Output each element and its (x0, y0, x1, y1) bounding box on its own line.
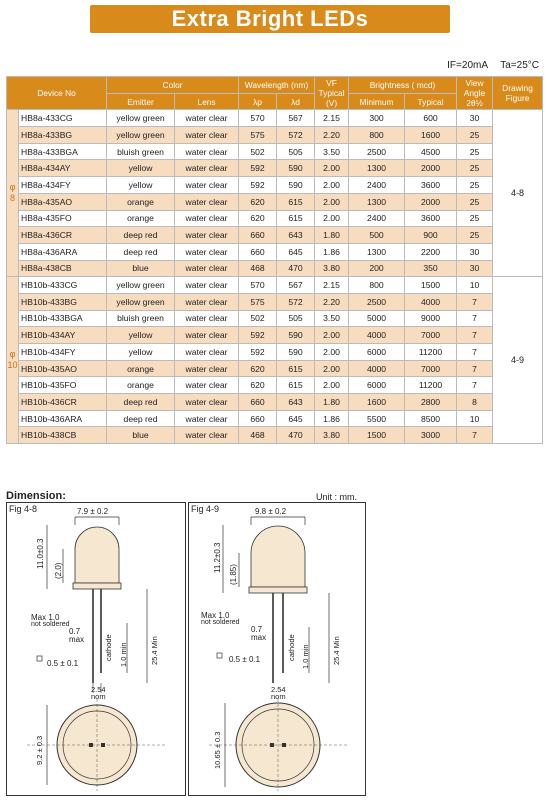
table-cell: water clear (175, 260, 239, 277)
table-cell: water clear (175, 243, 239, 260)
table-cell: water clear (175, 193, 239, 210)
table-cell: water clear (175, 143, 239, 160)
table-cell: 4000 (405, 293, 457, 310)
table-cell: blue (107, 427, 175, 444)
col-minimum: Minimum (349, 93, 405, 110)
device-number-cell: HB10b-438CB (19, 427, 107, 444)
table-cell: 300 (349, 110, 405, 127)
width-dim: 7.9 ± 0.2 (77, 507, 109, 516)
table-cell: 8 (457, 394, 493, 411)
table-cell: 2400 (349, 177, 405, 194)
table-cell: 505 (277, 143, 315, 160)
table-cell: 575 (239, 293, 277, 310)
table-cell: yellow green (107, 110, 175, 127)
device-number-cell: HB8a-434AY (19, 160, 107, 177)
table-cell: 590 (277, 344, 315, 361)
table-cell: deep red (107, 410, 175, 427)
table-cell: 2.00 (315, 177, 349, 194)
table-cell: bluish green (107, 143, 175, 160)
table-cell: 3000 (405, 427, 457, 444)
device-number-cell: HB8a-433BGA (19, 143, 107, 160)
table-cell: 9000 (405, 310, 457, 327)
table-row (7, 377, 543, 394)
table-cell: 2000 (405, 160, 457, 177)
diameter-group-label: φ 8 (7, 110, 19, 277)
max-label: Max 1.0 (201, 611, 230, 620)
table-cell: yellow green (107, 277, 175, 294)
device-number-cell: HB8a-433BG (19, 127, 107, 144)
unit-label: Unit : mm. (316, 492, 358, 502)
table-cell: water clear (175, 360, 239, 377)
table-row (7, 110, 543, 127)
table-cell: 615 (277, 377, 315, 394)
table-cell: 468 (239, 260, 277, 277)
col-view-angle: View Angle 2θ½ (457, 77, 493, 110)
table-cell: 2.00 (315, 193, 349, 210)
table-cell: 25 (457, 143, 493, 160)
table-cell: 2400 (349, 210, 405, 227)
dome-dim: (2.0) (54, 562, 63, 579)
table-cell: 2500 (349, 293, 405, 310)
table-cell: 10 (457, 410, 493, 427)
table-cell: yellow (107, 160, 175, 177)
table-cell: 570 (239, 277, 277, 294)
table-cell: 200 (349, 260, 405, 277)
lead-min-dim: 1.0 min (301, 644, 310, 669)
device-number-cell: HB8a-438CB (19, 260, 107, 277)
table-cell: 592 (239, 327, 277, 344)
table-cell: orange (107, 377, 175, 394)
device-number-cell: HB10b-436CR (19, 394, 107, 411)
table-cell: 2.00 (315, 160, 349, 177)
table-cell: 7 (457, 344, 493, 361)
pitch-dim: 2.54 (91, 685, 106, 694)
table-cell: 4500 (405, 143, 457, 160)
device-number-cell: HB10b-433BG (19, 293, 107, 310)
header-row-1 (7, 77, 543, 94)
table-cell: 800 (349, 277, 405, 294)
table-row (7, 293, 543, 310)
table-cell: 7 (457, 293, 493, 310)
table-cell: deep red (107, 394, 175, 411)
table-cell: 1.86 (315, 243, 349, 260)
device-number-cell: HB8a-435FO (19, 210, 107, 227)
col-vf: VF Typical (V) (315, 77, 349, 110)
cathode-label: cathode (104, 634, 113, 661)
table-cell: 1.86 (315, 410, 349, 427)
table-cell: 2.00 (315, 377, 349, 394)
table-cell: water clear (175, 410, 239, 427)
table-cell: 590 (277, 160, 315, 177)
table-cell: 25 (457, 193, 493, 210)
table-cell: 1300 (349, 243, 405, 260)
table-cell: 2000 (405, 193, 457, 210)
table-cell: 1300 (349, 160, 405, 177)
table-cell: 7000 (405, 327, 457, 344)
table-row (7, 210, 543, 227)
table-cell: bluish green (107, 310, 175, 327)
device-number-cell: HB10b-435AO (19, 360, 107, 377)
table-cell: 3.80 (315, 427, 349, 444)
table-cell: 572 (277, 127, 315, 144)
table-cell: 575 (239, 127, 277, 144)
table-cell: yellow (107, 344, 175, 361)
table-cell: water clear (175, 344, 239, 361)
table-cell: 615 (277, 360, 315, 377)
height-dim: 11.0±0.3 (36, 538, 45, 569)
col-brightness: Brightness ( mcd) (349, 77, 457, 94)
table-cell: 30 (457, 110, 493, 127)
table-cell: 25 (457, 177, 493, 194)
table-cell: 6000 (349, 344, 405, 361)
pitch-dim: 2.54 (271, 685, 286, 694)
table-cell: orange (107, 193, 175, 210)
lead-square-dim: 0.5 ± 0.1 (229, 655, 261, 664)
table-cell: 1.80 (315, 227, 349, 244)
table-cell: orange (107, 360, 175, 377)
figure-4-8-box (6, 502, 186, 796)
table-cell: 3600 (405, 210, 457, 227)
device-number-cell: HB10b-434FY (19, 344, 107, 361)
table-cell: 6000 (349, 377, 405, 394)
led-spec-table (6, 76, 543, 444)
device-number-cell: HB10b-433BGA (19, 310, 107, 327)
max-word: max (69, 635, 85, 644)
table-cell: water clear (175, 394, 239, 411)
table-cell: deep red (107, 243, 175, 260)
table-cell: water clear (175, 277, 239, 294)
table-cell: yellow green (107, 293, 175, 310)
table-cell: 600 (405, 110, 457, 127)
table-cell: water clear (175, 427, 239, 444)
table-cell: 11200 (405, 377, 457, 394)
col-lambda-d: λd (277, 93, 315, 110)
table-cell: 5000 (349, 310, 405, 327)
device-number-cell: HB8a-434FY (19, 177, 107, 194)
width-dim: 9.8 ± 0.2 (255, 507, 287, 516)
table-row (7, 160, 543, 177)
if-condition: IF=20mA (447, 60, 488, 71)
table-cell: 2500 (349, 143, 405, 160)
table-cell: 2.15 (315, 277, 349, 294)
device-number-cell: HB10b-433CG (19, 277, 107, 294)
table-cell: orange (107, 210, 175, 227)
table-cell: 645 (277, 243, 315, 260)
drawing-figure-cell: 4-9 (493, 277, 543, 444)
table-cell: 7 (457, 427, 493, 444)
table-cell: 615 (277, 193, 315, 210)
dimension-title: Dimension: (6, 490, 66, 502)
table-cell: 502 (239, 143, 277, 160)
table-cell: 590 (277, 177, 315, 194)
table-cell: 25 (457, 210, 493, 227)
table-row (7, 243, 543, 260)
table-cell: 660 (239, 394, 277, 411)
nom-label: nom (91, 692, 106, 701)
table-cell: 1600 (349, 394, 405, 411)
test-conditions (437, 60, 539, 71)
not-soldered-label: not soldered (201, 619, 240, 626)
cathode-label: cathode (287, 634, 296, 661)
table-cell: 2.00 (315, 360, 349, 377)
device-number-cell: HB10b-435FO (19, 377, 107, 394)
table-row (7, 360, 543, 377)
table-cell: 470 (277, 427, 315, 444)
table-cell: 7 (457, 377, 493, 394)
device-number-cell: HB8a-436CR (19, 227, 107, 244)
table-cell: 30 (457, 260, 493, 277)
table-cell: water clear (175, 310, 239, 327)
table-cell: 11200 (405, 344, 457, 361)
table-cell: yellow (107, 177, 175, 194)
nom-label: nom (271, 692, 286, 701)
lead-square-dim: 0.5 ± 0.1 (47, 659, 79, 668)
table-row (7, 410, 543, 427)
table-cell: 2.20 (315, 127, 349, 144)
table-cell: water clear (175, 160, 239, 177)
diameter-dim: 10.65 ± 0.3 (213, 731, 222, 769)
table-row (7, 177, 543, 194)
table-row (7, 127, 543, 144)
table-row (7, 260, 543, 277)
table-cell: 572 (277, 293, 315, 310)
table-cell: 900 (405, 227, 457, 244)
table-cell: 570 (239, 110, 277, 127)
table-cell: 4000 (349, 360, 405, 377)
table-cell: 25 (457, 227, 493, 244)
table-cell: 7 (457, 360, 493, 377)
lead-length-dim: 25.4 Min (332, 636, 341, 665)
table-cell: 4000 (349, 327, 405, 344)
max-word: max (251, 633, 267, 642)
table-cell: water clear (175, 177, 239, 194)
col-lambda-p: λp (239, 93, 277, 110)
table-cell: 643 (277, 227, 315, 244)
table-cell: water clear (175, 377, 239, 394)
table-row (7, 427, 543, 444)
table-cell: 1500 (405, 277, 457, 294)
table-row (7, 227, 543, 244)
lead-max-dim: 0.7 (69, 627, 81, 636)
table-cell: 505 (277, 310, 315, 327)
table-row (7, 277, 543, 294)
table-cell: 3.50 (315, 143, 349, 160)
table-row (7, 310, 543, 327)
table-cell: 10 (457, 277, 493, 294)
table-cell: 592 (239, 160, 277, 177)
lead-max-dim: 0.7 (251, 625, 263, 634)
table-cell: 502 (239, 310, 277, 327)
table-cell: 8500 (405, 410, 457, 427)
table-row (7, 394, 543, 411)
table-cell: 30 (457, 243, 493, 260)
table-cell: 470 (277, 260, 315, 277)
col-device-no: Device No (7, 77, 107, 110)
table-row (7, 344, 543, 361)
table-cell: water clear (175, 110, 239, 127)
col-wavelength: Wavelength (nm) (239, 77, 315, 94)
table-cell: 25 (457, 127, 493, 144)
ta-condition: Ta=25°C (500, 60, 539, 71)
diameter-dim: 9.2 ± 0.3 (35, 735, 44, 765)
table-cell: 1600 (405, 127, 457, 144)
table-cell: 620 (239, 360, 277, 377)
table-cell: water clear (175, 327, 239, 344)
table-cell: water clear (175, 293, 239, 310)
table-cell: 615 (277, 210, 315, 227)
table-cell: 660 (239, 227, 277, 244)
table-row (7, 327, 543, 344)
max-label: Max 1.0 (31, 613, 60, 622)
table-cell: 620 (239, 210, 277, 227)
table-cell: 592 (239, 344, 277, 361)
table-cell: yellow (107, 327, 175, 344)
col-lens: Lens (175, 93, 239, 110)
table-cell: 2.20 (315, 293, 349, 310)
table-cell: 567 (277, 110, 315, 127)
table-cell: 2.00 (315, 344, 349, 361)
table-cell: 2.00 (315, 327, 349, 344)
drawing-figure-cell: 4-8 (493, 110, 543, 277)
device-number-cell: HB8a-435AO (19, 193, 107, 210)
table-cell: water clear (175, 210, 239, 227)
table-cell: 2200 (405, 243, 457, 260)
table-cell: 1.80 (315, 394, 349, 411)
figure-4-9-box (188, 502, 366, 796)
table-cell: 2.15 (315, 110, 349, 127)
table-cell: 645 (277, 410, 315, 427)
table-cell: 800 (349, 127, 405, 144)
table-row (7, 143, 543, 160)
table-cell: 592 (239, 177, 277, 194)
table-cell: 567 (277, 277, 315, 294)
table-cell: 350 (405, 260, 457, 277)
table-cell: yellow green (107, 127, 175, 144)
device-number-cell: HB10b-436ARA (19, 410, 107, 427)
col-color: Color (107, 77, 239, 94)
table-cell: 2800 (405, 394, 457, 411)
table-cell: 7000 (405, 360, 457, 377)
table-cell: 468 (239, 427, 277, 444)
lead-length-dim: 25.4 Min (150, 636, 159, 665)
figure-label: Fig 4-8 (9, 504, 38, 514)
table-cell: 620 (239, 193, 277, 210)
height-dim: 11.2±0.3 (213, 542, 222, 573)
table-cell: water clear (175, 227, 239, 244)
not-soldered-label: not soldered (31, 621, 70, 628)
diameter-group-label: φ 10 (7, 277, 19, 444)
table-cell: 660 (239, 410, 277, 427)
table-cell: 643 (277, 394, 315, 411)
device-number-cell: HB10b-434AY (19, 327, 107, 344)
table-cell: 3600 (405, 177, 457, 194)
col-typical: Typical (405, 93, 457, 110)
dome-dim: (1.85) (229, 564, 238, 585)
table-cell: 5500 (349, 410, 405, 427)
table-cell: 7 (457, 310, 493, 327)
col-emitter: Emitter (107, 93, 175, 110)
table-cell: 660 (239, 243, 277, 260)
device-number-cell: HB8a-433CG (19, 110, 107, 127)
table-cell: 3.80 (315, 260, 349, 277)
table-cell: 500 (349, 227, 405, 244)
table-cell: 590 (277, 327, 315, 344)
table-cell: 620 (239, 377, 277, 394)
table-cell: 3.50 (315, 310, 349, 327)
page-title: Extra Bright LEDs (90, 5, 450, 33)
col-drawing-figure: Drawing Figure (493, 77, 543, 110)
table-cell: deep red (107, 227, 175, 244)
figure-label: Fig 4-9 (191, 504, 220, 514)
table-cell: 25 (457, 160, 493, 177)
device-number-cell: HB8a-436ARA (19, 243, 107, 260)
lead-min-dim: 1.0 min (119, 642, 128, 667)
table-cell: 7 (457, 327, 493, 344)
table-cell: water clear (175, 127, 239, 144)
table-row (7, 193, 543, 210)
table-cell: 1500 (349, 427, 405, 444)
table-cell: blue (107, 260, 175, 277)
table-cell: 2.00 (315, 210, 349, 227)
table-cell: 1300 (349, 193, 405, 210)
